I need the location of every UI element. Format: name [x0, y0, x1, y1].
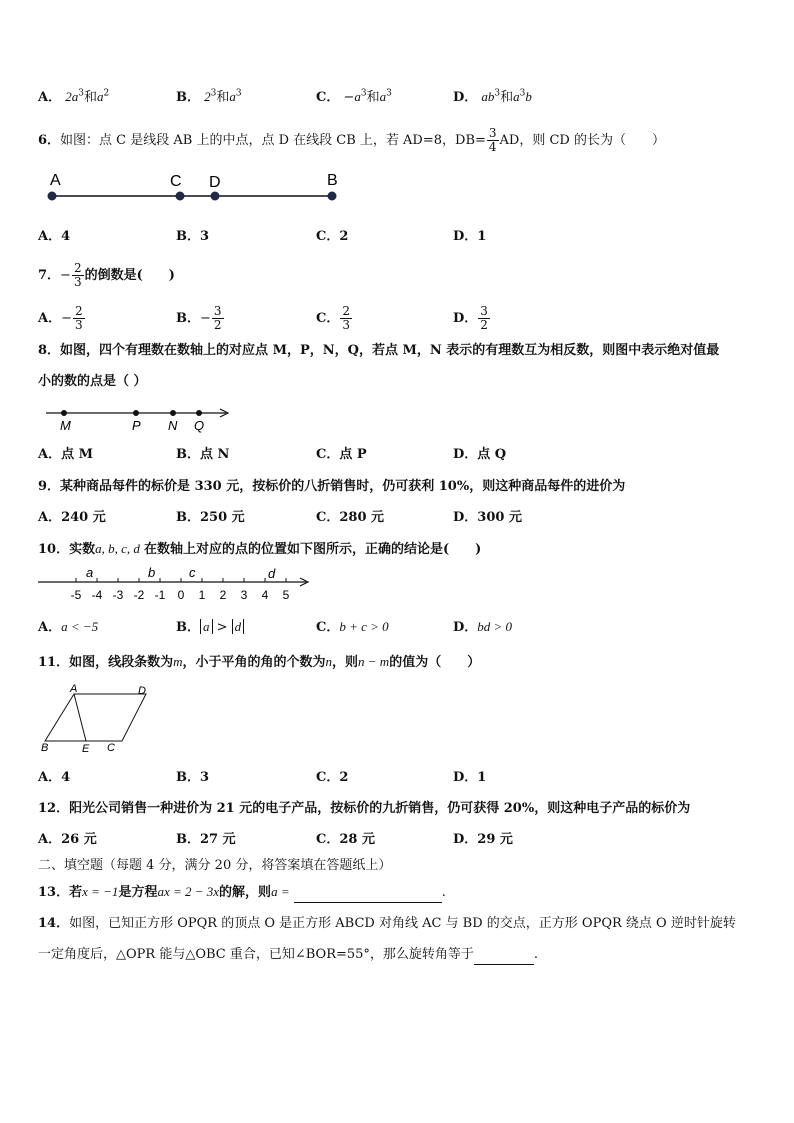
question-text: ，小于平角的角的个数为	[182, 655, 326, 670]
q12-option-a[interactable]	[38, 831, 97, 849]
period: .	[441, 885, 446, 900]
math: n	[325, 654, 333, 669]
option-label: C．	[316, 447, 340, 462]
denominator: 4	[488, 140, 497, 154]
question-text: 的倒数是( )	[84, 268, 175, 283]
math: 3	[519, 88, 526, 99]
tick-label: -1	[154, 588, 166, 602]
q10-option-d[interactable]	[453, 618, 512, 637]
denominator: 3	[73, 275, 82, 289]
option-value: 点 M	[61, 447, 94, 462]
math: 2	[204, 89, 211, 104]
q8-number-line	[42, 403, 242, 435]
label-c: C	[170, 173, 182, 190]
option-label: C．	[316, 832, 340, 847]
q6-option-a[interactable]	[38, 228, 70, 246]
point-m	[61, 410, 67, 416]
option-label: C．	[316, 311, 340, 326]
question-8-line-2	[38, 373, 147, 391]
label-p: P	[132, 418, 141, 433]
question-11	[38, 653, 480, 672]
tick-label: 5	[282, 588, 290, 602]
label-e: E	[82, 743, 90, 755]
option-value: 4	[61, 770, 71, 785]
label-q: Q	[194, 418, 205, 433]
q9-option-b[interactable]	[176, 509, 245, 527]
option-value: b + c > 0	[339, 619, 389, 634]
question-text: 阳光公司销售一种进价为 21 元的电子产品，按标价的九折销售，仍可获得 20%，则这种电子产品的标价为	[69, 801, 691, 816]
sign: −	[60, 268, 71, 283]
q9-option-c[interactable]	[316, 509, 384, 527]
q8-option-c[interactable]	[316, 446, 367, 464]
math: a	[96, 89, 104, 104]
fraction	[73, 305, 85, 332]
option-label: B．	[176, 311, 200, 326]
label-n: N	[168, 418, 178, 433]
option-label: D．	[453, 620, 478, 635]
option-label: D．	[453, 311, 478, 326]
option-label: A．	[38, 229, 62, 244]
q7-option-c[interactable]	[316, 305, 353, 332]
tick-label: 3	[240, 588, 248, 602]
tick-label: -5	[70, 588, 82, 602]
option-label: D．	[453, 229, 478, 244]
option-label: C．	[316, 620, 340, 635]
question-number: 12．	[38, 801, 70, 816]
point-a	[48, 192, 57, 201]
option-value: bd > 0	[477, 619, 513, 634]
q7-option-b[interactable]	[176, 305, 225, 332]
tick-label: -4	[91, 588, 103, 602]
label-c: C	[107, 742, 115, 754]
q8-option-d[interactable]	[453, 446, 506, 464]
q11-option-d[interactable]	[453, 769, 486, 787]
option-value: 1	[477, 770, 487, 785]
option-label: A．	[38, 90, 62, 105]
option-label: C．	[316, 229, 340, 244]
answer-blank[interactable]	[294, 884, 442, 903]
q11-option-a[interactable]	[38, 769, 70, 787]
option-value: 点 Q	[477, 447, 507, 462]
math: m	[173, 654, 183, 669]
math: 3	[78, 88, 84, 99]
option-value: 2	[339, 229, 349, 244]
point-c	[176, 192, 185, 201]
question-number: 7．	[38, 268, 61, 283]
option-value: 28 元	[339, 832, 375, 847]
option-label: A．	[38, 510, 62, 525]
option-value: 1	[477, 229, 487, 244]
question-text: 在数轴上对应的点的位置如下图所示，正确的结论是( )	[144, 542, 482, 557]
math: a	[379, 89, 387, 104]
option-value: 280 元	[339, 510, 385, 525]
option-value: 26 元	[61, 832, 97, 847]
option-value: 点 N	[200, 447, 230, 462]
math: −	[343, 90, 355, 105]
q5-option-a[interactable]	[38, 88, 109, 107]
option-label: B．	[176, 832, 200, 847]
question-text: 的值为（ ）	[389, 655, 481, 670]
option-label: C．	[316, 90, 340, 105]
q12-option-c[interactable]	[316, 831, 375, 849]
section-heading	[38, 857, 391, 875]
question-text: 的解，则	[219, 885, 272, 900]
tick-label: 1	[198, 588, 206, 602]
q9-option-a[interactable]	[38, 509, 106, 527]
q6-option-c[interactable]	[316, 228, 348, 246]
math: n − m	[358, 654, 390, 669]
tick-label: 0	[177, 588, 185, 602]
math: a	[71, 89, 79, 104]
point-b	[328, 192, 337, 201]
point-n	[170, 410, 176, 416]
denominator: 2	[213, 318, 222, 332]
q6-segment-diagram	[40, 165, 350, 207]
fraction	[212, 305, 224, 332]
q7-option-d[interactable]	[453, 305, 491, 332]
option-value: 29 元	[477, 832, 513, 847]
numerator: 2	[73, 261, 82, 275]
numerator: 3	[488, 126, 497, 140]
question-text: 如图：点 C 是线段 AB 上的中点，点 D 在线段 CB 上，若 AD=8，DB=	[60, 133, 486, 148]
math: 3	[210, 88, 217, 99]
question-text: 是方程	[118, 885, 158, 900]
question-text: 实数	[69, 542, 96, 557]
option-value: 240 元	[61, 510, 106, 525]
math: x = −1	[82, 884, 119, 899]
numerator: 2	[75, 304, 83, 318]
math: a, b, c, d	[95, 541, 140, 556]
option-value: 4	[61, 229, 71, 244]
option-value: 3	[200, 229, 210, 244]
label-d: d	[268, 566, 276, 581]
q9-option-d[interactable]	[453, 509, 522, 527]
question-text: 如图，已知正方形 OPQR 的顶点 O 是正方形 ABCD 对角线 AC 与 BD 的交点，正方形 OPQR 绕点 O 逆时针旋转	[69, 916, 736, 931]
q10-option-a[interactable]	[38, 618, 98, 637]
q5-option-d[interactable]	[453, 88, 532, 107]
q10-option-b[interactable]	[176, 618, 244, 637]
option-label: B．	[176, 447, 200, 462]
question-12	[38, 800, 690, 818]
label-m: M	[60, 418, 71, 433]
question-14-line-1	[38, 915, 736, 933]
question-text: 一定角度后，△OPR 能与△OBC 重合，已知∠BOR=55°，那么旋转角等于	[38, 947, 474, 962]
text: 和	[500, 90, 514, 105]
q6-option-d[interactable]	[453, 228, 486, 246]
question-text: 如图，四个有理数在数轴上的对应点 M，P，N，Q，若点 M，N 表示的有理数互为相反数，则图中表示绝对值最	[60, 343, 720, 358]
label-d: D	[138, 685, 146, 697]
point-p	[133, 410, 139, 416]
question-14-line-2	[38, 946, 538, 965]
question-10	[38, 540, 481, 559]
question-text: 小的数的点是（ ）	[38, 374, 147, 389]
fraction	[340, 305, 352, 332]
label-a: a	[86, 565, 94, 580]
option-label: A．	[38, 311, 62, 326]
q11-parallelogram-diagram	[38, 684, 168, 754]
numerator: 3	[480, 304, 488, 318]
q10-option-c[interactable]	[316, 618, 389, 637]
label-b: b	[148, 565, 156, 580]
fraction	[72, 262, 84, 289]
label-a: A	[70, 683, 78, 695]
q6-option-b[interactable]	[176, 228, 209, 246]
section-title: 二、填空题（每题 4 分，满分 20 分，将答案填在答题纸上）	[38, 858, 392, 873]
fraction	[478, 305, 490, 332]
option-label: D．	[453, 90, 478, 105]
point-d	[211, 192, 220, 201]
abs-d: d	[232, 619, 245, 634]
sign: −	[61, 311, 72, 326]
label-c: c	[189, 565, 196, 580]
point-q	[196, 410, 202, 416]
numerator: 3	[213, 304, 222, 318]
label-a: A	[50, 172, 61, 189]
question-number: 14．	[38, 916, 70, 931]
q5-option-b[interactable]	[176, 88, 242, 107]
option-label: C．	[316, 510, 340, 525]
q12-option-d[interactable]	[453, 831, 513, 849]
option-label: A．	[38, 620, 62, 635]
numerator: 2	[342, 304, 350, 318]
option-label: B．	[176, 90, 200, 105]
denominator: 2	[480, 318, 488, 332]
option-label: B．	[176, 770, 200, 785]
question-13	[38, 883, 446, 903]
question-number: 8．	[38, 343, 61, 358]
question-text: ，则	[332, 655, 359, 670]
label-b: B	[327, 172, 338, 189]
math: 3	[494, 88, 501, 99]
text: 和	[216, 90, 230, 105]
segment-ae	[74, 694, 86, 741]
answer-blank[interactable]	[474, 946, 534, 965]
question-text: 如图，线段条数为	[69, 655, 174, 670]
math: a	[229, 89, 236, 104]
question-6	[38, 127, 665, 154]
tick-label: 4	[261, 588, 269, 602]
q7-option-a[interactable]	[38, 305, 86, 332]
math: 2	[103, 88, 110, 99]
option-value: 3	[200, 770, 210, 785]
math: a	[513, 89, 520, 104]
q11-option-b[interactable]	[176, 769, 209, 787]
parallelogram	[45, 694, 146, 741]
tick-label: 2	[219, 588, 227, 602]
question-number: 10．	[38, 542, 70, 557]
option-label: A．	[38, 447, 62, 462]
question-number: 13．	[38, 885, 70, 900]
option-value: 27 元	[200, 832, 236, 847]
math: b	[525, 89, 532, 104]
q8-option-a[interactable]	[38, 446, 93, 464]
option-label: D．	[453, 510, 478, 525]
denominator: 3	[342, 318, 350, 332]
q10-number-line	[38, 563, 318, 605]
period: .	[533, 947, 539, 962]
sign: −	[200, 311, 211, 326]
option-value: a < −5	[61, 619, 99, 634]
question-text: 某种商品每件的标价是 330 元，按标价的八折销售时，仍可获利 10%，则这种商品每件的进价为	[60, 479, 626, 494]
fraction	[487, 127, 499, 154]
abs-a: a	[200, 619, 213, 634]
option-label: B．	[176, 620, 200, 635]
label-d: D	[209, 174, 221, 191]
q11-option-c[interactable]	[316, 769, 348, 787]
option-label: B．	[176, 510, 200, 525]
option-value: 250 元	[200, 510, 245, 525]
option-label: D．	[453, 447, 478, 462]
option-label: A．	[38, 832, 62, 847]
option-value: 2	[339, 770, 349, 785]
question-text: 若	[69, 885, 83, 900]
option-value: 300 元	[477, 510, 522, 525]
question-number: 9．	[38, 479, 61, 494]
option-label: D．	[453, 770, 478, 785]
math: a =	[271, 884, 290, 899]
option-label: C．	[316, 770, 340, 785]
math: a	[354, 89, 361, 104]
operator: >	[212, 620, 232, 635]
question-8-line-1	[38, 342, 719, 360]
question-number: 6．	[38, 133, 61, 148]
text: 和	[83, 90, 97, 105]
tick-label: -2	[133, 588, 145, 602]
math: ab	[481, 89, 495, 104]
q5-option-c[interactable]	[316, 88, 392, 107]
text: 和	[366, 90, 380, 105]
tick-label: -3	[112, 588, 124, 602]
q12-option-b[interactable]	[176, 831, 236, 849]
q8-option-b[interactable]	[176, 446, 229, 464]
question-9	[38, 478, 625, 496]
math: 3	[386, 88, 392, 99]
option-value: 点 P	[339, 447, 367, 462]
question-7	[38, 262, 175, 289]
question-number: 11．	[38, 655, 70, 670]
option-label: B．	[176, 229, 200, 244]
math: 3	[235, 88, 242, 99]
math: 3	[360, 88, 367, 99]
option-label: A．	[38, 770, 62, 785]
math: ax = 2 − 3x	[157, 884, 220, 899]
denominator: 3	[75, 318, 83, 332]
label-b: B	[41, 742, 49, 754]
option-label: D．	[453, 832, 478, 847]
math: 2	[65, 89, 72, 104]
question-text: AD，则 CD 的长为（ ）	[499, 133, 665, 148]
